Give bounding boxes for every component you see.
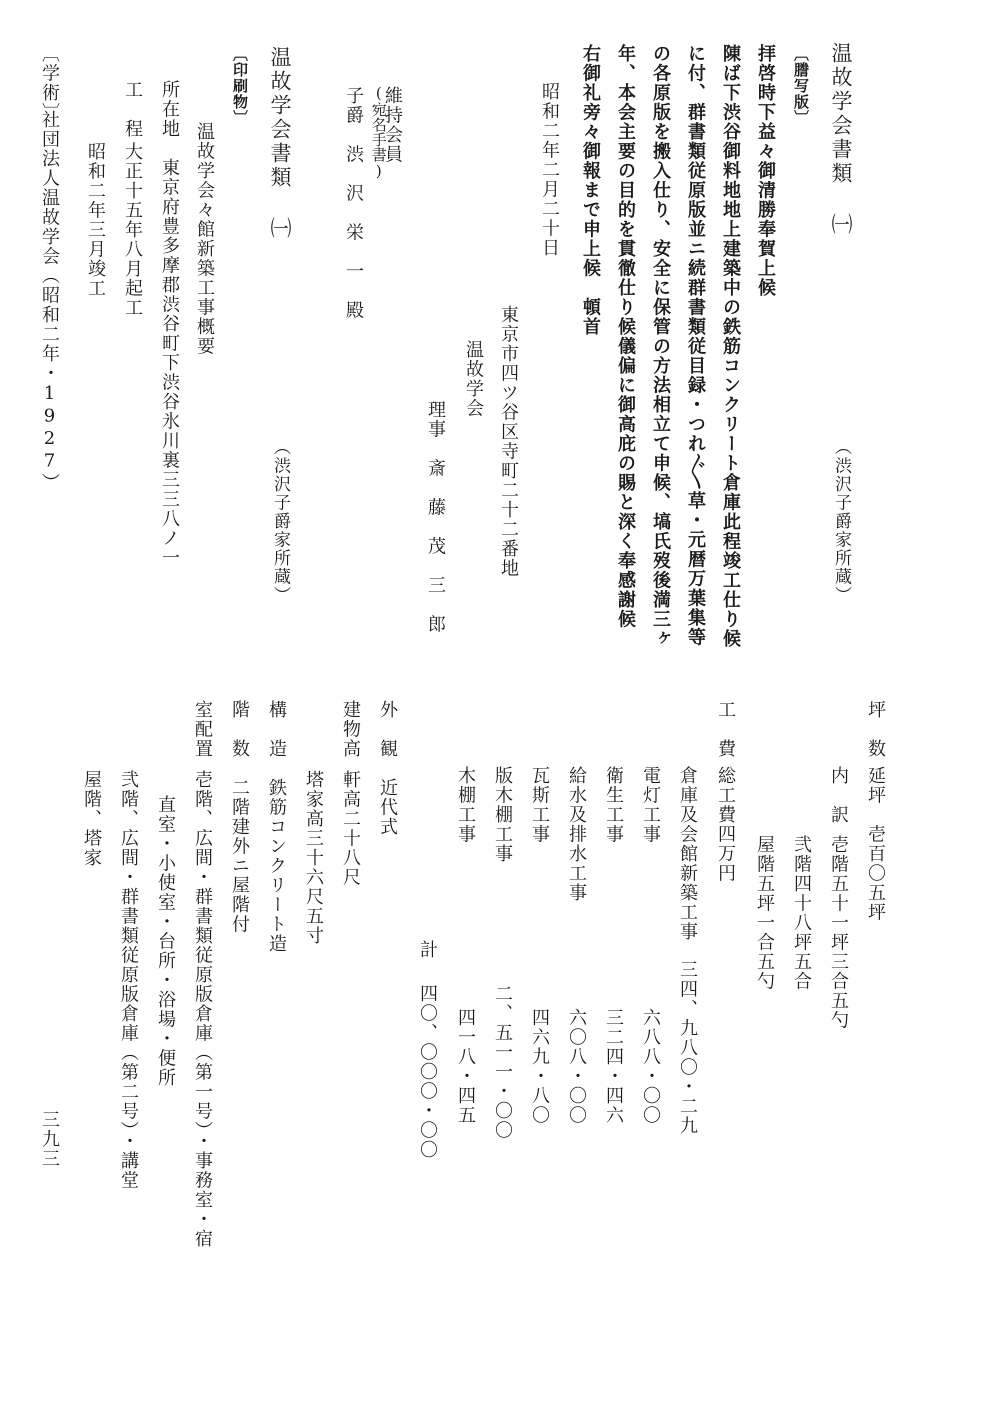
cost-amount: 六八八・〇〇 bbox=[640, 1008, 661, 1125]
doc1-title: 温故学会書類 ㈠ bbox=[829, 42, 853, 237]
cost-amount: 四六九・八〇 bbox=[529, 1008, 550, 1125]
doc2-source: （渋沢子爵家所蔵） bbox=[270, 438, 290, 605]
doc2-title: 温故学会書類 ㈠ bbox=[268, 46, 292, 241]
height-tower: 塔家高三十六尺五寸 bbox=[303, 770, 324, 946]
area-total: 延坪 壱百〇五坪 bbox=[865, 766, 886, 922]
total-label: 計 bbox=[417, 940, 438, 960]
doc2-start: 大正十五年八月起工 bbox=[122, 142, 143, 318]
doc2-category: 〔印刷物〕 bbox=[231, 46, 249, 126]
structure: 構 造 鉄筋コンクリート造 bbox=[266, 700, 287, 954]
doc1-category: 〔謄写版〕 bbox=[792, 46, 810, 126]
appearance: 外 観 近代式 bbox=[377, 700, 398, 837]
footer-text: 社団法人温故学会（昭和二年・1927） bbox=[39, 110, 60, 493]
page-number: 三九三 bbox=[39, 1110, 60, 1169]
breakdown-label: 内 訳 bbox=[828, 766, 849, 825]
doc1-addressee-note: (宛名手書) bbox=[369, 84, 388, 180]
doc1-signer: 理事 斎 藤 茂 三 郎 bbox=[425, 400, 446, 634]
cost-item: 木棚工事 bbox=[455, 766, 476, 844]
height-eaves: 軒高二十八尺 bbox=[340, 770, 361, 887]
doc1-body-line: 拝啓時下益々御清勝奉賀上候 bbox=[755, 44, 776, 298]
doc1-body-line: に付、群書類従原版並ニ続群書類従目録・つれ〴〵草・元暦万葉集等 bbox=[685, 44, 706, 647]
cost-item: 倉庫及会館新築工事 bbox=[677, 766, 698, 942]
rooftop-area: 屋階五坪一合五勺 bbox=[754, 835, 775, 991]
cost-item: 給水及排水工事 bbox=[566, 766, 587, 903]
cost-label: 工 費 bbox=[715, 700, 736, 759]
cost-item: 瓦斯工事 bbox=[529, 766, 550, 844]
rooms-rooftop: 屋階、塔家 bbox=[81, 770, 102, 868]
cost-amount: 四一八・四五 bbox=[455, 1008, 476, 1125]
floor1-area: 壱階五十一坪三合五勺 bbox=[828, 835, 849, 1030]
footer-category: 〔学術〕 bbox=[39, 44, 60, 122]
floors: 階 数 二階建外ニ屋階付 bbox=[229, 700, 250, 934]
doc1-body-line: 陳ば下渋谷御料地地上建築中の鉄筋コンクリート倉庫此程竣工仕り候 bbox=[720, 44, 741, 649]
doc1-body-line: 右御礼旁々御報まで申上候 頓首 bbox=[580, 44, 601, 337]
floor2-area: 弐階四十八坪五合 bbox=[791, 835, 812, 991]
doc2-end: 昭和二年三月竣工 bbox=[85, 142, 106, 298]
cost-item: 衛生工事 bbox=[603, 766, 624, 844]
rooms-floor2: 弐階、広間・群書類従原版倉庫（第二号）・講堂 bbox=[118, 770, 139, 1190]
height-label: 建物高 bbox=[340, 700, 361, 759]
cost-amount: 三四、九八〇・二九 bbox=[677, 960, 698, 1136]
area-label: 坪 数 bbox=[865, 700, 886, 759]
doc1-body-line: 年、本会主要の目的を貫徹仕り候儀偏に御高庇の賜と深く奉感謝候 bbox=[615, 44, 636, 629]
doc1-body-line: の各原版を搬入仕り、安全に保管の方法相立て申候、塙氏歿後満三ヶ bbox=[650, 44, 671, 649]
doc1-date: 昭和二年二月二十日 bbox=[539, 82, 560, 258]
cost-amount: 三二四・四六 bbox=[603, 1008, 624, 1125]
doc1-addressee: 子爵 渋 沢 栄 一 殿 bbox=[343, 86, 364, 320]
doc2-heading: 温故学会々館新築工事概要 bbox=[194, 122, 215, 356]
cost-amount: 六〇八・〇〇 bbox=[566, 1008, 587, 1125]
cost-item: 版木棚工事 bbox=[492, 766, 513, 864]
doc1-org: 温故学会 bbox=[463, 340, 484, 418]
rooms-floor1: 壱階、広間・群書類従原版倉庫（第一号）・事務室・宿 bbox=[192, 770, 213, 1249]
doc1-member: 維持会員 bbox=[382, 86, 403, 164]
cost-amount: 二、五一一・〇〇 bbox=[492, 984, 513, 1140]
cost-item: 電灯工事 bbox=[640, 766, 661, 844]
doc2-schedule-label: 工 程 bbox=[122, 80, 143, 139]
rooms-label: 室配置 bbox=[192, 700, 213, 759]
total-amount: 四〇、〇〇〇・〇〇 bbox=[417, 984, 438, 1160]
doc1-address: 東京市四ツ谷区寺町二十二番地 bbox=[498, 305, 519, 578]
cost-total: 総工費四万円 bbox=[715, 766, 736, 883]
doc2-location: 所在地 東京府豊多摩郡渋谷町下渋谷氷川裏三三八ノ一 bbox=[159, 80, 180, 568]
rooms-floor1-cont: 直室・小使室・台所・浴場・便所 bbox=[155, 795, 176, 1088]
doc1-source: （渋沢子爵家所蔵） bbox=[831, 438, 851, 605]
